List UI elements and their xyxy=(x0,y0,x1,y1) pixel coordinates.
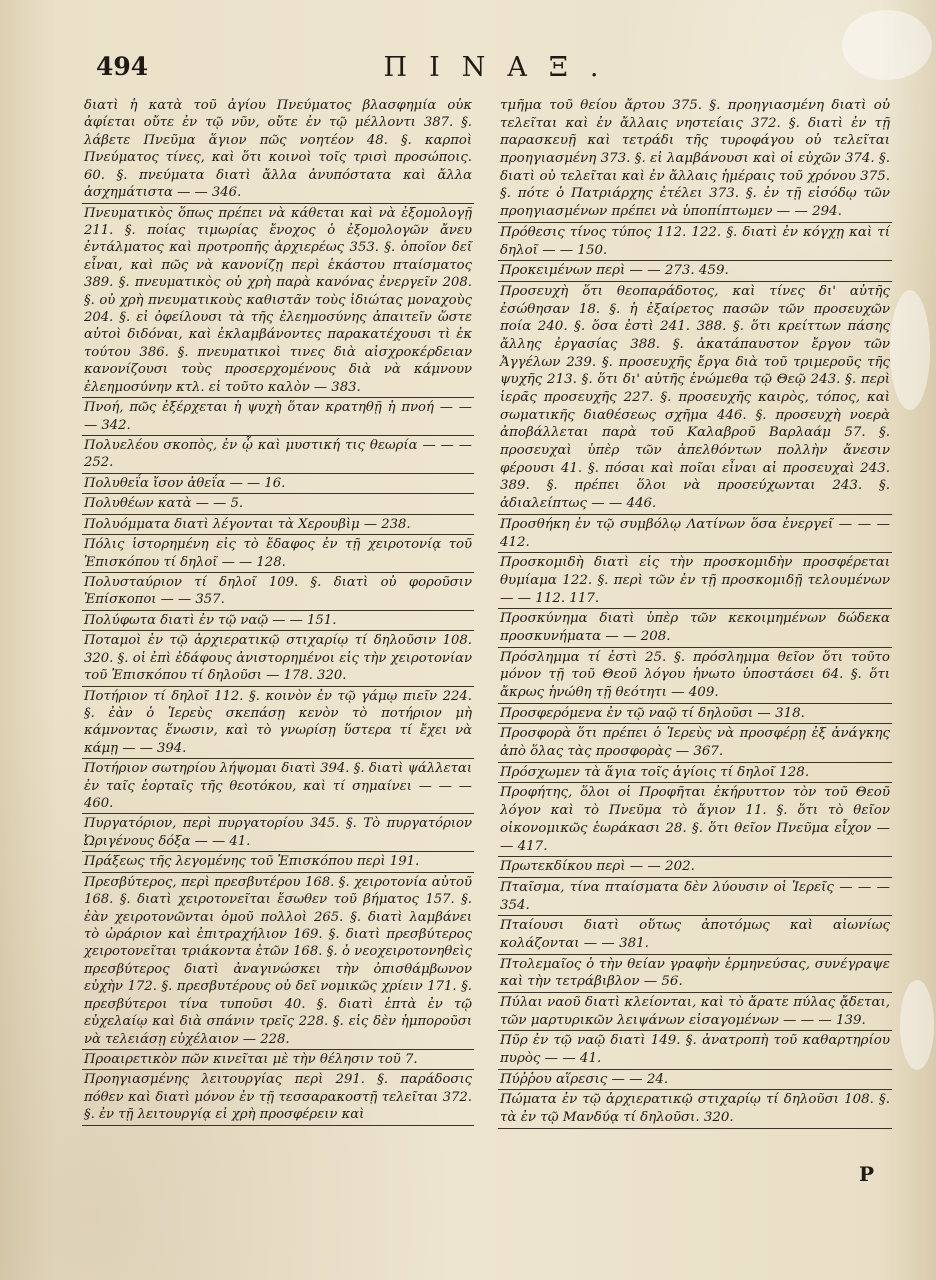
index-entry: Ποτήριον σωτηρίου λήψομαι διατὶ 394. §. διατὶ ψάλλεται ἐν ταῖς ἑορταῖς τῆς θεοτόκου, καὶ τί σημαίνει — — — 460. xyxy=(82,760,474,814)
index-entry: Πολυελέου σκοπὸς, ἐν ᾧ καὶ μυστική τις θεωρία — — — 252. xyxy=(82,437,474,474)
index-entry: Πολύφωτα διατὶ ἐν τῷ ναῷ — — 151. xyxy=(82,612,474,631)
paper-stain xyxy=(890,290,930,410)
index-entry: Προαιρετικὸν πῶν κινεῖται μὲ τὴν θέλησιν τοῦ 7. xyxy=(82,1051,474,1070)
index-entry: Προκειμένων περὶ — — 273. 459. xyxy=(498,262,892,282)
index-entry: Προσφορὰ ὅτι πρέπει ὁ Ἱερεὺς νὰ προσφέρῃ ἐξ ἀνάγκης ἀπὸ ὅλας τὰς προσφορὰς — 367. xyxy=(498,725,892,762)
index-entry: Πολυόμματα διατὶ λέγονται τὰ Χερουβὶμ — 238. xyxy=(82,516,474,535)
index-entry: Πτολεμαῖος ὁ τὴν θείαν γραφὴν ἑρμηνεύσας, συνέγραψε καὶ τὴν τετράβιβλον — 56. xyxy=(498,956,892,993)
index-entry: Προσφερόμενα ἐν τῷ ναῷ τί δηλοῦσι — 318. xyxy=(498,705,892,725)
index-entry: Πόλις ἱστορημένη εἰς τὸ ἔδαφος ἐν τῇ χειροτονίᾳ τοῦ Ἐπισκόπου τί δηλοῖ — — 128. xyxy=(82,536,474,573)
paper-stain xyxy=(900,980,934,1070)
index-entry: Πνευματικὸς ὅπως πρέπει νὰ κάθεται καὶ νὰ ἐξομολογῇ 211. §. ποίας τιμωρίας ἔνοχος ὁ ἐξομολογῶν ἄνευ ἐντάλματος καὶ προτροπῆς ἀρχιερέως 353. §. ὁποῖον δεῖ εἶναι, καὶ πῶς νὰ κανονίζῃ περὶ ἑκάστου πταίσματος 389. §. πνευματικὸς οὐ χρὴ παρὰ κανόνας ἐνεργεῖν 208. §. οὐ χρὴ πνευματικοὺς καθιστᾶν τοὺς ἰδιώτας μοναχοὺς 204. §. εἰ ὀφείλουσι τὰ τῆς ἐλεημοσύνης ἀπαιτεῖν ὥστε αὐτοὶ διδόναι, καὶ ἐκλαμβάνοντες παρακατέχουσι τὶ ἐκ τούτου 386. §. πνευματικοὶ τινες διὰ αἰσχροκέρδειαν κανονίζουσι τοὺς προσερχομένους διὰ νὰ κάμνουν ἐλεημοσύνην κτλ. εἰ τοῦτο καλὸν — 383. xyxy=(82,205,474,399)
index-entry: Πολυσταύριον τί δηλοῖ 109. §. διατὶ οὐ φοροῦσιν Ἐπίσκοποι — — 357. xyxy=(82,574,474,611)
index-entry: Πρωτεκδίκου περὶ — — 202. xyxy=(498,858,892,878)
index-entry: διατὶ ἡ κατὰ τοῦ ἁγίου Πνεύματος βλασφημία οὐκ ἀφίεται οὔτε ἐν τῷ νῦν, οὔτε ἐν τῷ μέλλοντι 387. §. λάβετε Πνεῦμα ἅγιον πῶς νοητέον 48. §. καρποὶ Πνεύματος τίνες, καὶ ὅτι κοινοὶ τοῖς τρισὶ προσώποις. 60. §. πνεύματα διατὶ ἄλλα ἀνυπόστατα καὶ ἄλλα ἀσχημάτιστα — — 346. xyxy=(82,97,474,204)
index-entry: Προσευχὴ ὅτι θεοπαράδοτος, καὶ τίνες δι' αὐτῆς ἐσώθησαν 18. §. ἡ ἐξαίρετος πασῶν τῶν προσευχῶν ποία 240. §. ὅσα ἐστὶ 241. 388. §. ὅτι κρείττων πάσης ἄλλης ἐργασίας 388. §. ἀκατάπαυστον ἔργον τῶν Ἀγγέλων 239. §. προσευχῆς ἔργα διὰ τοῦ τριμεροῦς τῆς ψυχῆς 213. §. ὅτι δι' αὐτῆς ἑνώμεθα τῷ Θεῷ 243. §. περὶ ἱερᾶς προσευχῆς 227. §. προσευχῆς καιρὸς, τόπος, καὶ σωματικῆς διαθέσεως σχῆμα 446. §. προσευχὴ νοερὰ ἀποβάλλεται παρὰ τοῦ Καλαβροῦ Βαρλαάμ 57. §. προσευχαὶ ὑπὲρ τῶν ἀπελθόντων πολλὴν ἄνεσιν φέρουσι 41. §. πόσαι καὶ ποῖαι εἶναι αἱ προσευχαὶ 243. 389. §. πρέπει ὅλοι νὰ προσεύχωνται 243. §. ἀδιαλείπτως — — 446. xyxy=(498,283,892,515)
index-entry: Πυργατόριον, περὶ πυργατορίου 345. §. Τὸ πυργατόριον Ὠριγένους δόξα — — 41. xyxy=(82,815,474,852)
index-entry: Πύλαι ναοῦ διατὶ κλείονται, καὶ τὸ ἄρατε πύλας ᾄδεται, τῶν μαρτυρικῶν λειψάνων εἰσαγομένων — — — 139. xyxy=(498,994,892,1031)
index-entry: Πολυθεΐα ἴσον ἀθεΐα — — 16. xyxy=(82,475,474,494)
index-entry: Πρεσβύτερος, περὶ πρεσβυτέρου 168. §. χειροτονία αὐτοῦ 168. §. διατὶ χειροτονεῖται ἔσωθεν τοῦ βήματος 157. §. ἐὰν χειροτονῶνται ὁμοῦ πολλοὶ 265. §. διατὶ λαμβάνει τὸ ὠράριον καὶ ἐπιτραχήλιον 169. §. διατὶ πρεσβύτερος χειροτονεῖται τριάκοντα ἐτῶν 168. §. ὁ νεοχειροτονηθεὶς πρεσβύτερος διατὶ ἀναγινώσκει τὴν ὀπισθάμβωνον εὐχὴν 172. §. πρεσβυτέρους οὐ δεῖ νομικῶς χρίειν 171. §. πρεσβύτεροι τίνα τυποῦσι 40. §. διατὶ ἑπτὰ ἐν τῷ εὐχελαίῳ καὶ διὰ σπάνιν τρεῖς 228. §. εἰς δὲν ἡμποροῦσι νὰ τελειάσῃ εὐχέλαιον — 228. xyxy=(82,874,474,1050)
index-column-right xyxy=(498,97,892,1130)
index-entry: Πταίουσι διατὶ οὕτως ἀποτόμως καὶ αἰωνίως κολάζονται — — 381. xyxy=(498,917,892,954)
printer-signature-mark: P xyxy=(858,1162,874,1186)
index-entry: Προηγιασμένης λειτουργίας περὶ 291. §. παράδοσις πόθεν καὶ διατὶ μόνον ἐν τῇ τεσσαρακοστῇ τελεῖται 372. §. ἐν τῇ λειτουργίᾳ εἰ χρὴ προσφέρειν καὶ xyxy=(82,1071,474,1125)
index-entry: Ποτήριον τί δηλοῖ 112. §. κοινὸν ἐν τῷ γάμῳ πιεῖν 224. §. ἐὰν ὁ Ἱερεὺς σκεπάσῃ κενὸν τὸ ποτήριον μὴ κάμνοντας ἕνωσιν, καὶ τὸ γνωρίσῃ ὕστερα τί ἔχει νὰ κάμῃ — — 394. xyxy=(82,688,474,760)
index-entry: Προσκομιδὴ διατὶ εἰς τὴν προσκομιδὴν προσφέρεται θυμίαμα 122. §. περὶ τῶν ἐν τῇ προσκομιδῇ τελουμένων — — 112. 117. xyxy=(498,554,892,609)
index-entry: Πταῖσμα, τίνα πταίσματα δὲν λύουσιν οἱ Ἱερεῖς — — — 354. xyxy=(498,879,892,916)
index-entry: Πρόσλημμα τί ἐστὶ 25. §. πρόσλημμα θεῖον ὅτι τοῦτο μόνον τῇ τοῦ Θεοῦ λόγου ἡνωτο ὑποστάσει 64. §. ὅτι ἄκρως ἡνώθη τῇ θεότητι — 409. xyxy=(498,649,892,704)
index-entry: Πράξεως τῆς λεγομένης τοῦ Ἐπισκόπου περὶ 191. xyxy=(82,853,474,872)
running-title: ΠΙΝΑΞ. xyxy=(383,52,621,83)
page-header xyxy=(96,52,886,92)
index-entry: Προσκύνημα διατὶ ὑπὲρ τῶν κεκοιμημένων δώδεκα προσκυνήματα — — 208. xyxy=(498,610,892,647)
index-entry: Πῦρ ἐν τῷ ναῷ διατὶ 149. §. ἀνατροπὴ τοῦ καθαρτηρίου πυρὸς — — 41. xyxy=(498,1032,892,1069)
index-entry: τμῆμα τοῦ θείου ἄρτου 375. §. προηγιασμένη διατὶ οὐ τελεῖται καὶ ἐν ἄλλαις νηστείαις 372. §. διατὶ ἐν τῇ παρασκευῇ καὶ τετράδι τῆς τυροφάγου οὐ τελεῖται προηγιασμένη 373. §. εἰ λαμβάνουσι καὶ οἱ εὐχῶν 374. §. διατὶ οὐ τελεῖται καὶ ἐν ἄλλαις ἡμέραις τοῦ χρόνου 375. §. πότε ὁ Πατριάρχης ἐτέλει 373. §. ἐν τῇ εἰσόδῳ τῶν προηγιασμένων πρέπει νὰ ὑποπίπτωμεν — — 294. xyxy=(498,97,892,223)
index-entry: Πύῤῥου αἵρεσις — — 24. xyxy=(498,1071,892,1091)
index-column-left xyxy=(82,97,474,1127)
page-number: 494 xyxy=(96,52,149,81)
index-entry: Πολυθέων κατὰ — — 5. xyxy=(82,495,474,514)
index-entry: Προσθήκη ἐν τῷ συμβόλῳ Λατίνων ὅσα ἐνεργεῖ — — — 412. xyxy=(498,516,892,553)
index-entry: Πρόσχωμεν τὰ ἅγια τοῖς ἁγίοις τί δηλοῖ 128. xyxy=(498,764,892,784)
index-entry: Πώματα ἐν τῷ ἀρχιερατικῷ στιχαρίῳ τί δηλοῦσι 108. §. τὰ ἐν τῷ Μανδύᾳ τί δηλοῦσι. 320. xyxy=(498,1091,892,1128)
index-entry: Προφήτης, ὅλοι οἱ Προφῆται ἐκήρυττον τὸν τοῦ Θεοῦ λόγον καὶ τὸ Πνεῦμα τὸ ἅγιον 11. §. ὅτι τὸ θεῖον οἰκονομικῶς ἑωράκασι 28. §. ὅτι θεῖον Πνεῦμα εἶχον — — 417. xyxy=(498,784,892,857)
index-entry: Πνοή, πῶς ἐξέρχεται ἡ ψυχὴ ὅταν κρατηθῇ ἡ πνοή — — — 342. xyxy=(82,399,474,436)
index-entry: Ποταμοὶ ἐν τῷ ἀρχιερατικῷ στιχαρίῳ τί δηλοῦσιν 108. 320. §. οἱ ἐπὶ ἐδάφους ἀνιστορημένοι εἰς τὴν χειροτονίαν τοῦ Ἐπισκόπου τί δηλοῦσι — 178. 320. xyxy=(82,632,474,686)
index-entry: Πρόθεσις τίνος τύπος 112. 122. §. διατὶ ἐν κόγχῃ καὶ τί δηλοῖ — — 150. xyxy=(498,224,892,261)
